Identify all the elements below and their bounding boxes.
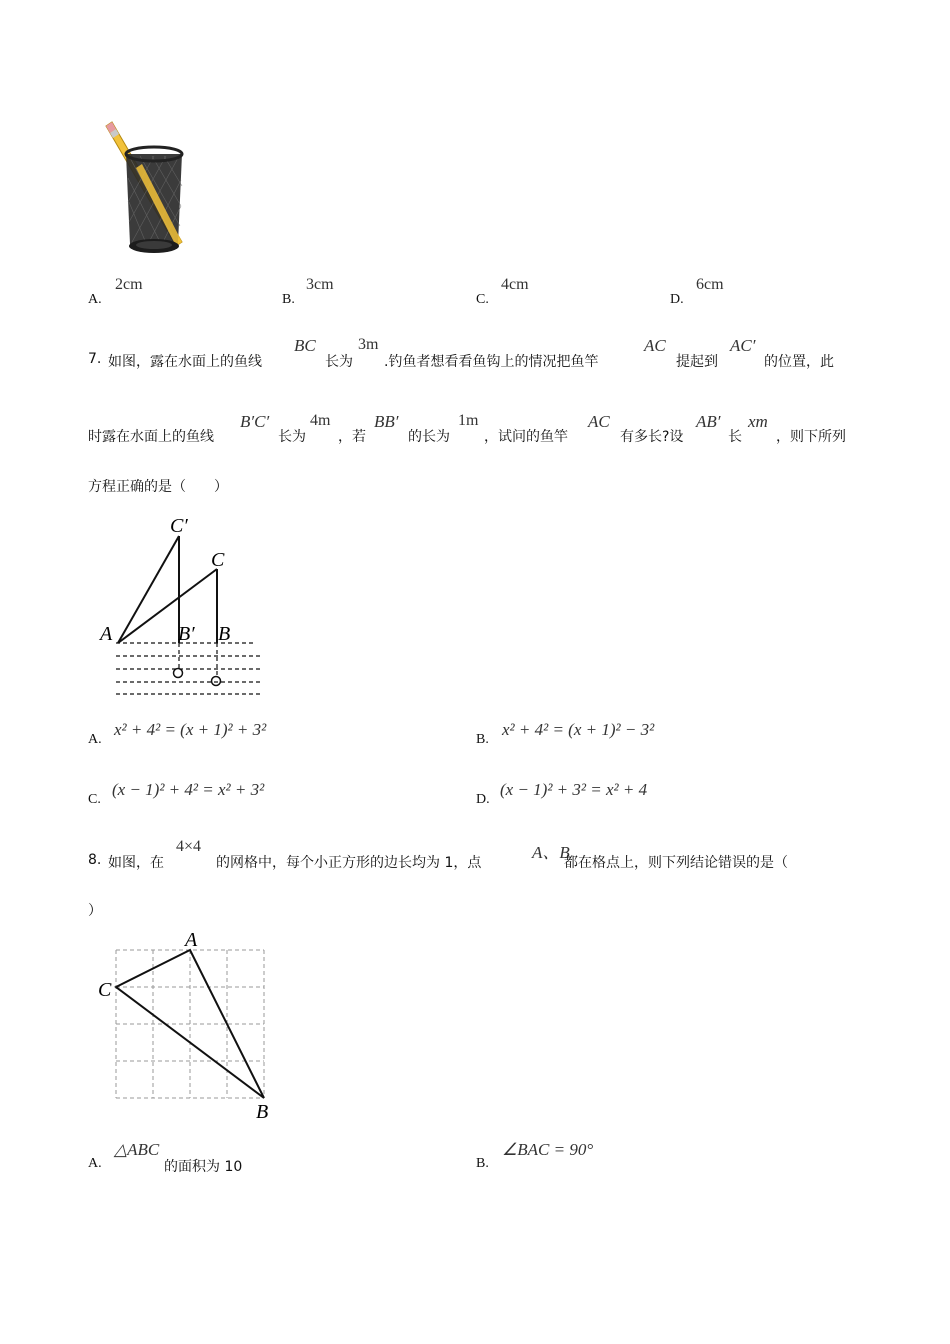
- q8-option-a-expr: △ABC: [114, 1140, 160, 1159]
- q7-option-a-letter: A.: [88, 732, 102, 747]
- q7-math: BC: [294, 336, 316, 355]
- q7-math: AC: [588, 412, 610, 431]
- q7-text: ，若: [338, 429, 366, 445]
- q8-math: A、B: [532, 843, 570, 862]
- q7-text: 的长为: [408, 429, 450, 445]
- q7-text: ，则下所列: [776, 429, 846, 445]
- q7-text: 时露在水面上的鱼线: [88, 429, 214, 445]
- q7-math: xm: [748, 412, 768, 431]
- q7-number: 7.: [88, 351, 102, 367]
- q7-option-b-expr: x² + 4² = (x + 1)² − 3²: [502, 720, 655, 739]
- label-c-prime: C′: [170, 515, 188, 537]
- q8-math: 4×4: [176, 838, 202, 855]
- q7-math: AC′: [730, 336, 756, 355]
- q8-text: 的网格中，每个小正方形的边长均为 1，点: [216, 855, 482, 871]
- label-b-prime: B′: [178, 623, 195, 645]
- q7-option-d-expr: (x − 1)² + 3² = x² + 4: [500, 780, 648, 799]
- q6-option-a-letter: A.: [88, 292, 102, 307]
- q7-text: 如图，露在水面上的鱼线: [108, 354, 262, 370]
- q7-math: AB′: [696, 412, 721, 431]
- label-c: C: [211, 549, 225, 571]
- q8-line-2: ）: [88, 903, 102, 919]
- q8-option-a-letter: A.: [88, 1156, 102, 1171]
- q8-line-1: [88, 836, 868, 872]
- q6-option-d-letter: D.: [670, 292, 684, 307]
- pen-holder-image: [96, 118, 200, 263]
- q7-text: 长为: [325, 354, 353, 370]
- q8-number: 8.: [88, 852, 102, 868]
- q7-option-d-letter: D.: [476, 792, 490, 807]
- q7-math: AC: [644, 336, 666, 355]
- q8-option-a-tail: 的面积为 10: [164, 1159, 243, 1175]
- q7-text: 的位置，此: [764, 354, 834, 370]
- q7-option-a-expr: x² + 4² = (x + 1)² + 3²: [114, 720, 267, 739]
- label-a: A: [185, 929, 198, 951]
- q7-line-3: 方程正确的是（ ）: [88, 479, 228, 495]
- q8-text: 都在格点上，则下列结论错误的是（: [564, 855, 788, 871]
- q7-math: 4m: [310, 412, 331, 429]
- q6-option-d-value: 6cm: [696, 276, 724, 293]
- q8-option-b-expr: ∠BAC = 90°: [502, 1140, 594, 1159]
- q8-grid-diagram: [96, 928, 281, 1123]
- q7-text: 有多长?设: [620, 429, 684, 445]
- q7-text: 长为: [278, 429, 306, 445]
- q7-option-b-letter: B.: [476, 732, 489, 747]
- q6-option-b-value: 3cm: [306, 276, 334, 293]
- q7-line-1: [88, 336, 868, 372]
- q7-fishing-diagram: [96, 512, 276, 702]
- q7-math: 1m: [458, 412, 479, 429]
- label-c: C: [98, 979, 112, 1001]
- q7-options: [88, 720, 868, 810]
- q7-option-c-letter: C.: [88, 792, 101, 807]
- q7-line-2: [88, 410, 868, 446]
- q8-options: [88, 1140, 868, 1176]
- q6-option-b-letter: B.: [282, 292, 295, 307]
- q7-text: .钓鱼者想看看鱼钩上的情况把鱼竿: [384, 354, 599, 370]
- q7-math: 3m: [358, 336, 379, 353]
- q6-option-a-value: 2cm: [115, 276, 143, 293]
- q6-option-c-value: 4cm: [501, 276, 529, 293]
- q7-math: B′C′: [240, 412, 270, 431]
- label-b: B: [256, 1101, 269, 1123]
- q6-option-c-letter: C.: [476, 292, 489, 307]
- q8-option-b-letter: B.: [476, 1156, 489, 1171]
- label-a: A: [100, 623, 113, 645]
- q7-text: 长: [728, 429, 742, 445]
- q7-option-c-expr: (x − 1)² + 4² = x² + 3²: [112, 780, 265, 799]
- q7-text: 提起到: [676, 354, 718, 370]
- label-b: B: [218, 623, 231, 645]
- q6-options: [88, 276, 868, 310]
- q7-text: ，试问的鱼竿: [484, 429, 568, 445]
- q7-math: BB′: [374, 412, 399, 431]
- q8-text: 如图，在: [108, 855, 164, 871]
